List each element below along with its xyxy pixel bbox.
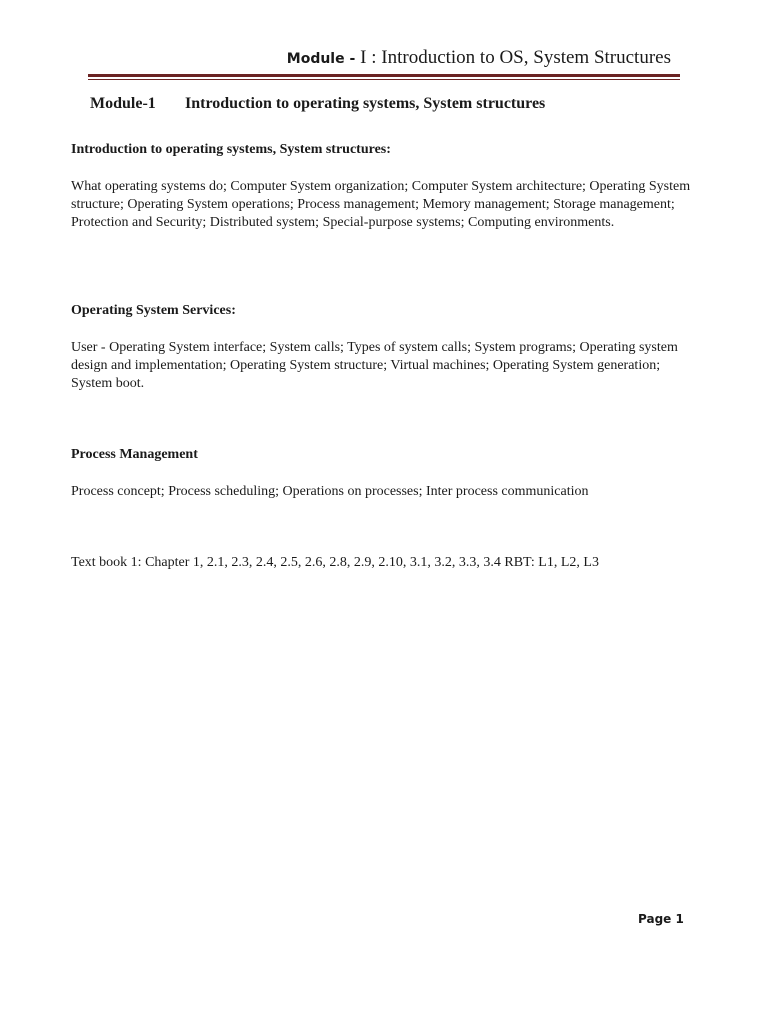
textbook-reference: Text book 1: Chapter 1, 2.1, 2.3, 2.4, 2.5, 2.6, 2.8, 2.9, 2.10, 3.1, 3.2, 3.3, 3.4 RBT: L1, L2, L3 bbox=[71, 555, 599, 570]
section-heading-intro: Introduction to operating systems, System structures: bbox=[71, 142, 391, 157]
header-module-title: I : Introduction to OS, System Structures bbox=[360, 47, 671, 68]
module-number: Module-1 bbox=[90, 95, 156, 112]
module-title bbox=[90, 95, 545, 113]
header-module-label: Module - bbox=[286, 51, 361, 67]
page-header bbox=[0, 47, 671, 69]
page-number: Page 1 bbox=[638, 912, 684, 926]
header-rule-thin bbox=[88, 79, 680, 80]
section-heading-services: Operating System Services: bbox=[71, 303, 236, 318]
section-body-process: Process concept; Process scheduling; Operations on processes; Inter process communication bbox=[71, 484, 589, 499]
section-body-services: User - Operating System interface; System calls; Types of system calls; System programs; Operating system design and implementation; Operating System structure; Virtual machines; Operating System generation; System boot. bbox=[71, 340, 678, 391]
header-rule-thick bbox=[88, 74, 680, 77]
section-body-intro: What operating systems do; Computer System organization; Computer System architecture; Operating System structure; Operating System operations; Process management; Memory management; Storage management; Protection and Security; Distributed system; Special-purpose systems; Computing environments. bbox=[71, 179, 691, 230]
module-title-text: Introduction to operating systems, System structures bbox=[185, 95, 546, 112]
section-heading-process: Process Management bbox=[71, 447, 198, 462]
